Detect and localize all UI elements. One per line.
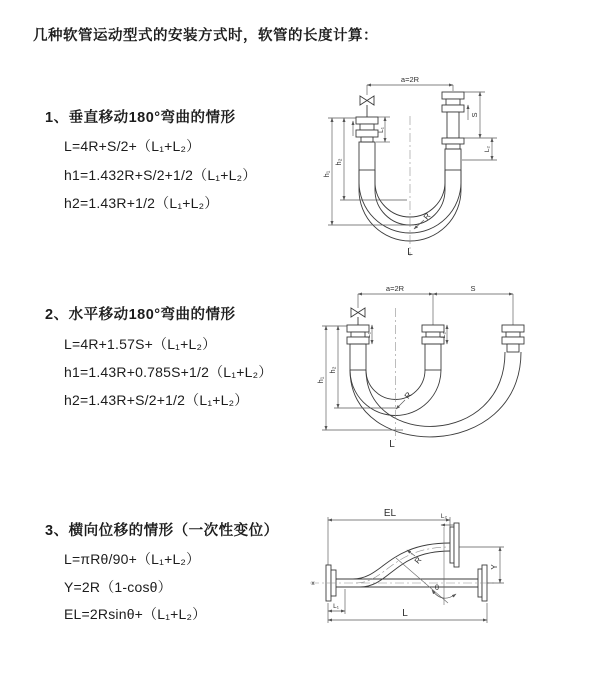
- dim-label-l1: L₁: [365, 332, 372, 338]
- dimension-s: [464, 92, 497, 138]
- dimension-el: [328, 508, 450, 565]
- dim-label-r: R: [412, 555, 424, 566]
- section-3-heading: 3、横向位移的情形（一次性变位）: [45, 523, 279, 539]
- page-title: 几种软管运动型式的安装方式时，软管的长度计算：: [33, 28, 378, 44]
- valve-icon: [351, 308, 365, 325]
- dim-label-r: R: [402, 390, 414, 401]
- dim-label-a2r: a=2R: [385, 284, 405, 293]
- dim-label-r: R: [421, 211, 433, 222]
- formula-line: Y=2R（1-cosθ）: [64, 579, 172, 595]
- diagram-vertical-180-bend: [310, 70, 530, 260]
- dim-label-l1: L₁: [333, 603, 339, 610]
- formula-line: h1=1.432R+S/2+1/2（L₁+L₂）: [64, 167, 257, 183]
- diagram-lateral-displacement: [298, 505, 566, 653]
- radius-callout: [407, 550, 424, 565]
- left-pipe-fitting: [356, 117, 378, 170]
- dim-label-h1: h₁: [322, 170, 331, 178]
- dimension-a-2r: [367, 75, 453, 95]
- radius-callout: [414, 211, 433, 229]
- section-1-heading: 1、垂直移动180°弯曲的情形: [45, 110, 236, 126]
- formula-line: h1=1.43R+0.785S+1/2（L₁+L₂）: [64, 364, 273, 380]
- middle-pipe-fitting: [422, 325, 444, 370]
- dim-label-y: Y: [490, 564, 499, 570]
- left-pipe-fitting: [347, 325, 369, 370]
- dimension-s: [433, 284, 513, 294]
- dim-label-s: S: [470, 112, 479, 118]
- formula-line: L=4R+1.57S+（L₁+L₂）: [64, 336, 217, 352]
- dimension-a-2r: [358, 284, 433, 294]
- formula-line: L=πRθ/90+（L₁+L₂）: [64, 551, 201, 567]
- dim-label-h1: h₁: [316, 376, 325, 384]
- dim-label-l-total: L: [389, 439, 395, 450]
- upper-flange: [450, 523, 459, 567]
- section-2-heading: 2、水平移动180°弯曲的情形: [45, 307, 236, 323]
- centerline-mark: x: [311, 580, 315, 587]
- moved-pipe-fitting: [502, 325, 524, 352]
- right-pipe-fitting: [442, 92, 464, 170]
- hose-u-loops: [350, 352, 521, 437]
- dim-label-l-total: L: [407, 247, 413, 258]
- dim-label-l2: L₂: [484, 145, 491, 153]
- formula-line: L=4R+S/2+（L₁+L₂）: [64, 138, 201, 154]
- dim-label-l2: L₂: [440, 513, 448, 520]
- hose-s-curve: [353, 543, 450, 587]
- dim-label-l: L: [402, 608, 408, 619]
- angle-construction: [396, 527, 456, 605]
- dim-label-l2: L₂: [440, 331, 447, 339]
- dim-label-h2: h₂: [334, 158, 343, 166]
- dimension-l-total: [328, 603, 487, 623]
- dim-label-h2: h₂: [328, 366, 337, 374]
- diagram-horizontal-180-bend: [308, 280, 540, 452]
- formula-line: EL=2Rsinθ+（L₁+L₂）: [64, 606, 207, 622]
- formula-line: h2=1.43R+1/2（L₁+L₂）: [64, 195, 219, 211]
- dim-label-a2r: a=2R: [400, 75, 420, 84]
- valve-icon: [360, 96, 374, 117]
- dim-label-s: S: [470, 284, 476, 293]
- dimension-l2: [462, 138, 497, 160]
- dim-label-el: EL: [383, 508, 397, 519]
- dim-label-l1: L₁: [378, 127, 385, 133]
- formula-line: h2=1.43R+S/2+1/2（L₁+L₂）: [64, 392, 249, 408]
- dim-label-theta: θ: [434, 583, 440, 592]
